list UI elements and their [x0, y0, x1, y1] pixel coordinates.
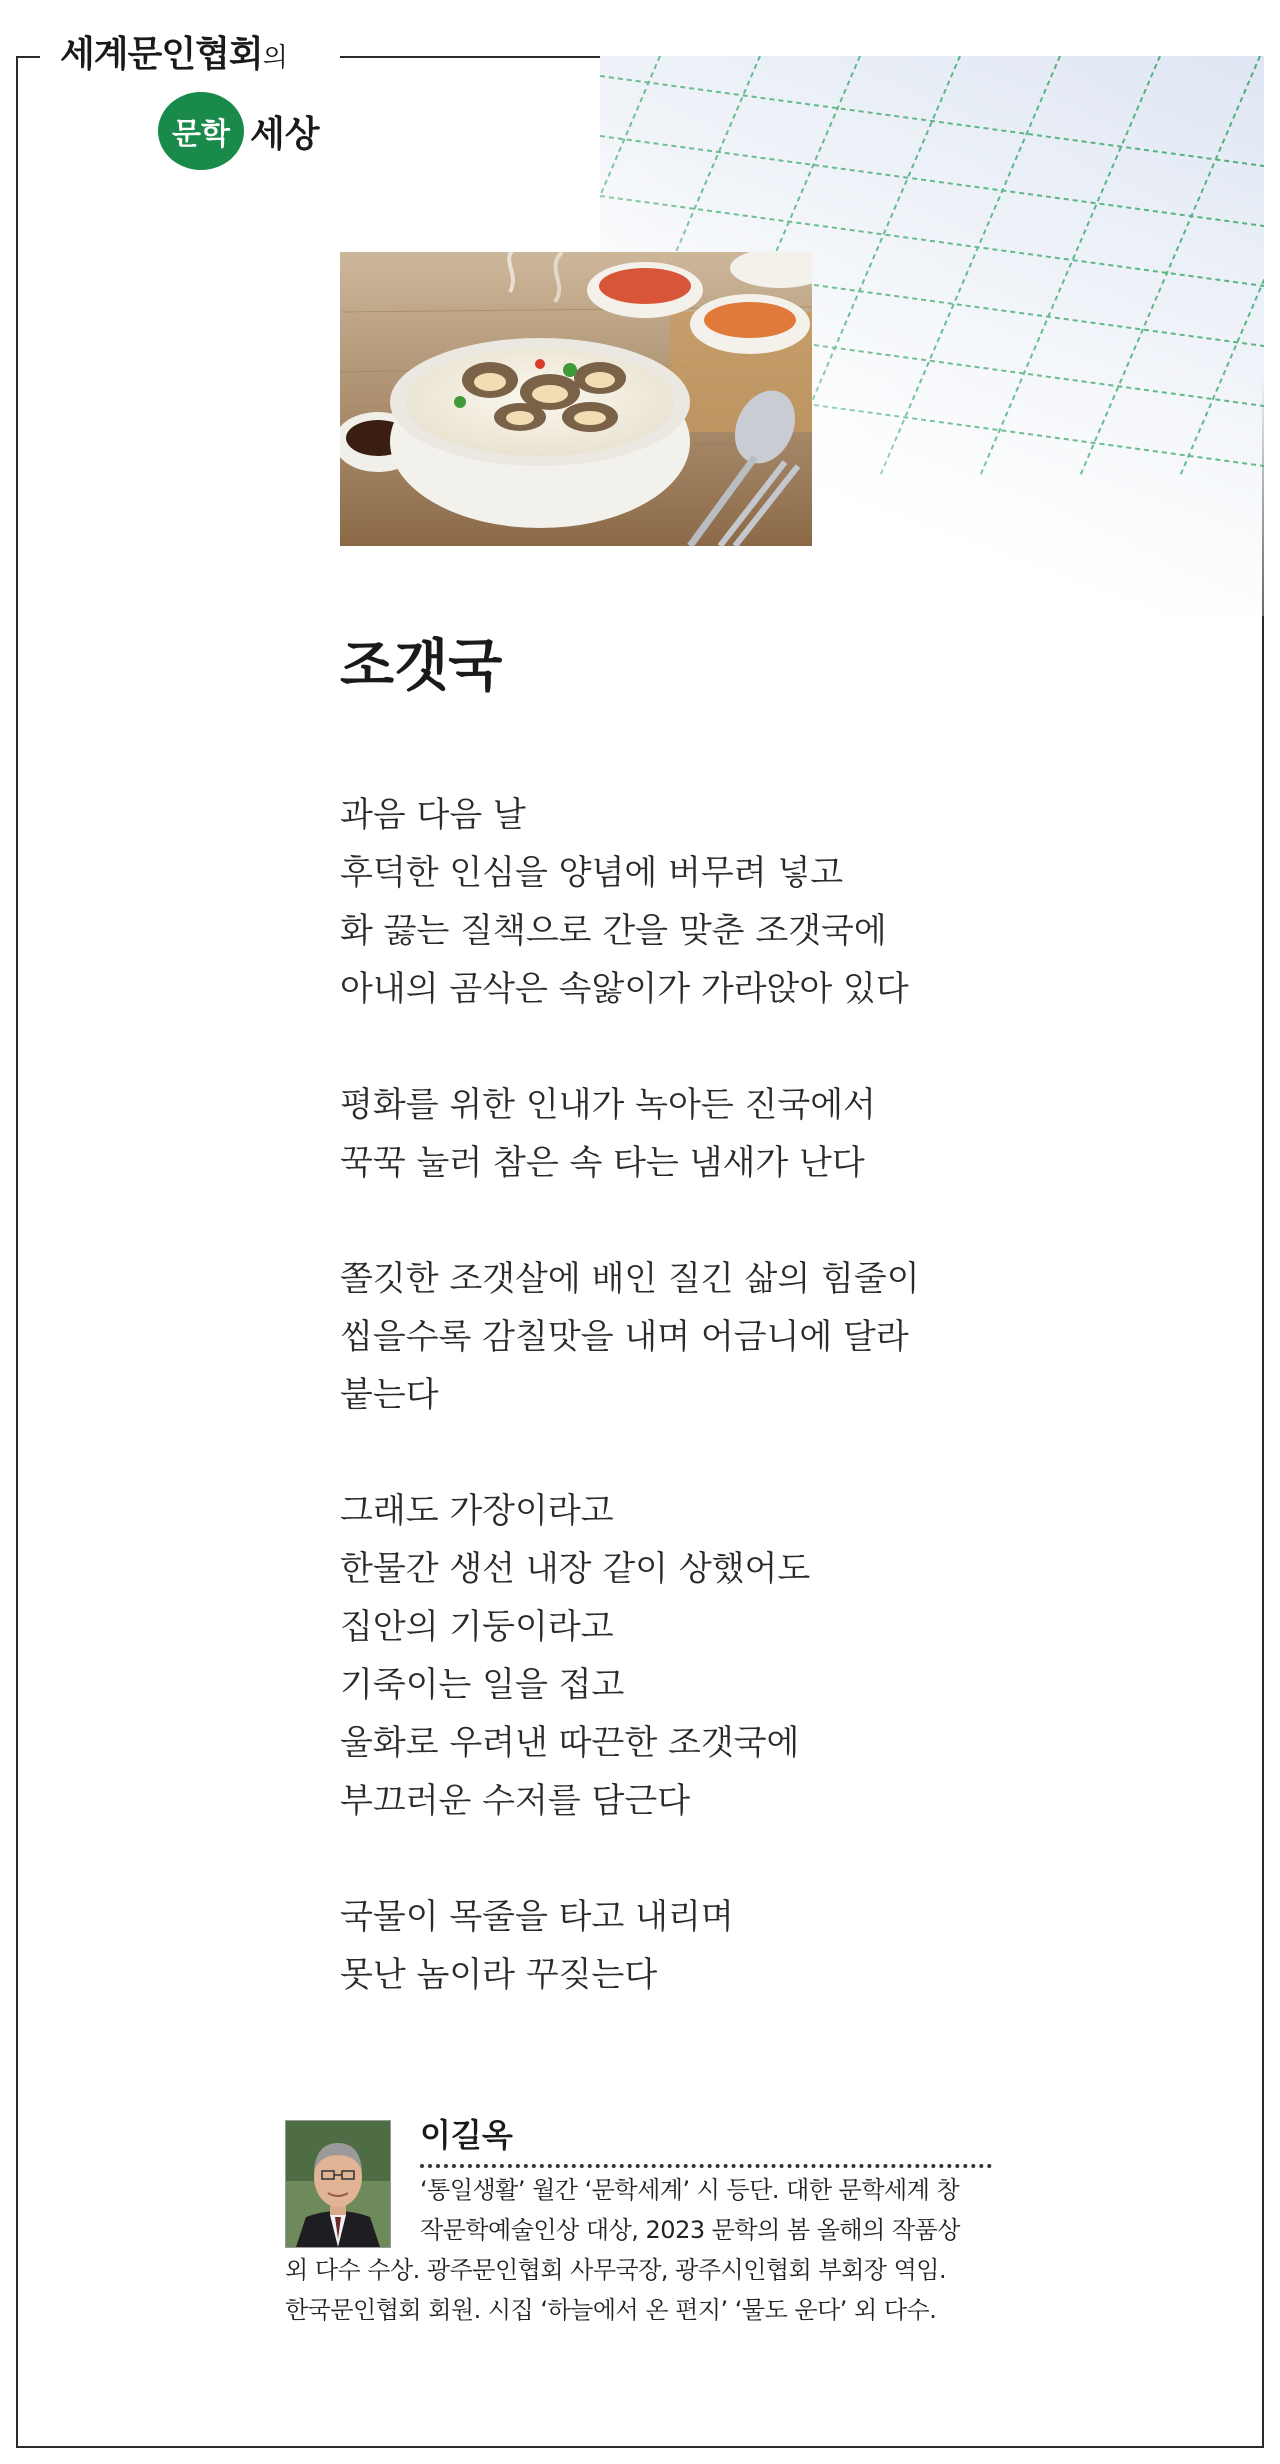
poem-line: 국물이 목줄을 타고 내리며 — [340, 1897, 734, 1937]
bio-line: 작문학예술인상 대상, 2023 문학의 봄 올해의 작품상 — [420, 2216, 960, 2244]
poem-line: 부끄러운 수저를 담근다 — [340, 1781, 691, 1821]
poem-line: 과음 다음 날 — [340, 795, 526, 835]
poem-line: 후덕한 인심을 양념에 버무려 넣고 — [340, 853, 844, 893]
poem-line: 붙는다 — [340, 1375, 439, 1415]
poem-line: 못난 놈이라 꾸짖는다 — [340, 1955, 658, 1995]
stanza-4 — [340, 1482, 1100, 1830]
poem-line: 씹을수록 감칠맛을 내며 어금니에 달라 — [340, 1317, 909, 1357]
author-name: 이길옥 — [420, 2116, 513, 2154]
poem-line: 한물간 생선 내장 같이 상했어도 — [340, 1549, 811, 1589]
poem-line: 쫄깃한 조갯살에 배인 질긴 삶의 힘줄이 — [340, 1259, 920, 1299]
clam-soup-photo — [340, 252, 812, 546]
stanza-1 — [340, 786, 1100, 1018]
bio-line: 한국문인협회 회원. 시집 ‘하늘에서 온 편지’ ‘물도 운다’ 외 다수. — [285, 2296, 937, 2324]
poem-body — [340, 786, 1100, 2062]
section-subhead — [158, 92, 320, 170]
section-subtitle: 세상 — [250, 113, 320, 155]
masthead-particle: 의 — [262, 43, 287, 73]
stanza-2 — [340, 1076, 1100, 1192]
bio-line: 외 다수 수상. 광주문인협회 사무국장, 광주시인협회 부회장 역임. — [285, 2256, 947, 2284]
poem-line: 화 끓는 질책으로 간을 맞춘 조갯국에 — [340, 911, 887, 951]
poem-title: 조갯국 — [340, 633, 503, 699]
poem-line: 아내의 곰삭은 속앓이가 가라앉아 있다 — [340, 969, 909, 1009]
bio-line: ‘통일생활’ 월간 ‘문학세계’ 시 등단. 대한 문학세계 창 — [420, 2176, 960, 2204]
poem-line: 기죽이는 일을 접고 — [340, 1665, 625, 1705]
author-divider — [420, 2164, 992, 2168]
poem-line: 울화로 우려낸 따끈한 조갯국에 — [340, 1723, 800, 1763]
masthead-title: 세계문인협회 — [60, 34, 263, 75]
poem-line: 그래도 가장이라고 — [340, 1491, 614, 1531]
poem-line: 집안의 기둥이라고 — [340, 1607, 614, 1647]
masthead — [60, 26, 287, 77]
poem-line: 꾹꾹 눌러 참은 속 타는 냄새가 난다 — [340, 1143, 865, 1183]
author-bio — [285, 2170, 1005, 2330]
stanza-5 — [340, 1888, 1100, 2004]
stanza-3 — [340, 1250, 1100, 1424]
poem-line: 평화를 위한 인내가 녹아든 진국에서 — [340, 1085, 876, 1125]
literature-badge: 문학 — [158, 92, 244, 170]
